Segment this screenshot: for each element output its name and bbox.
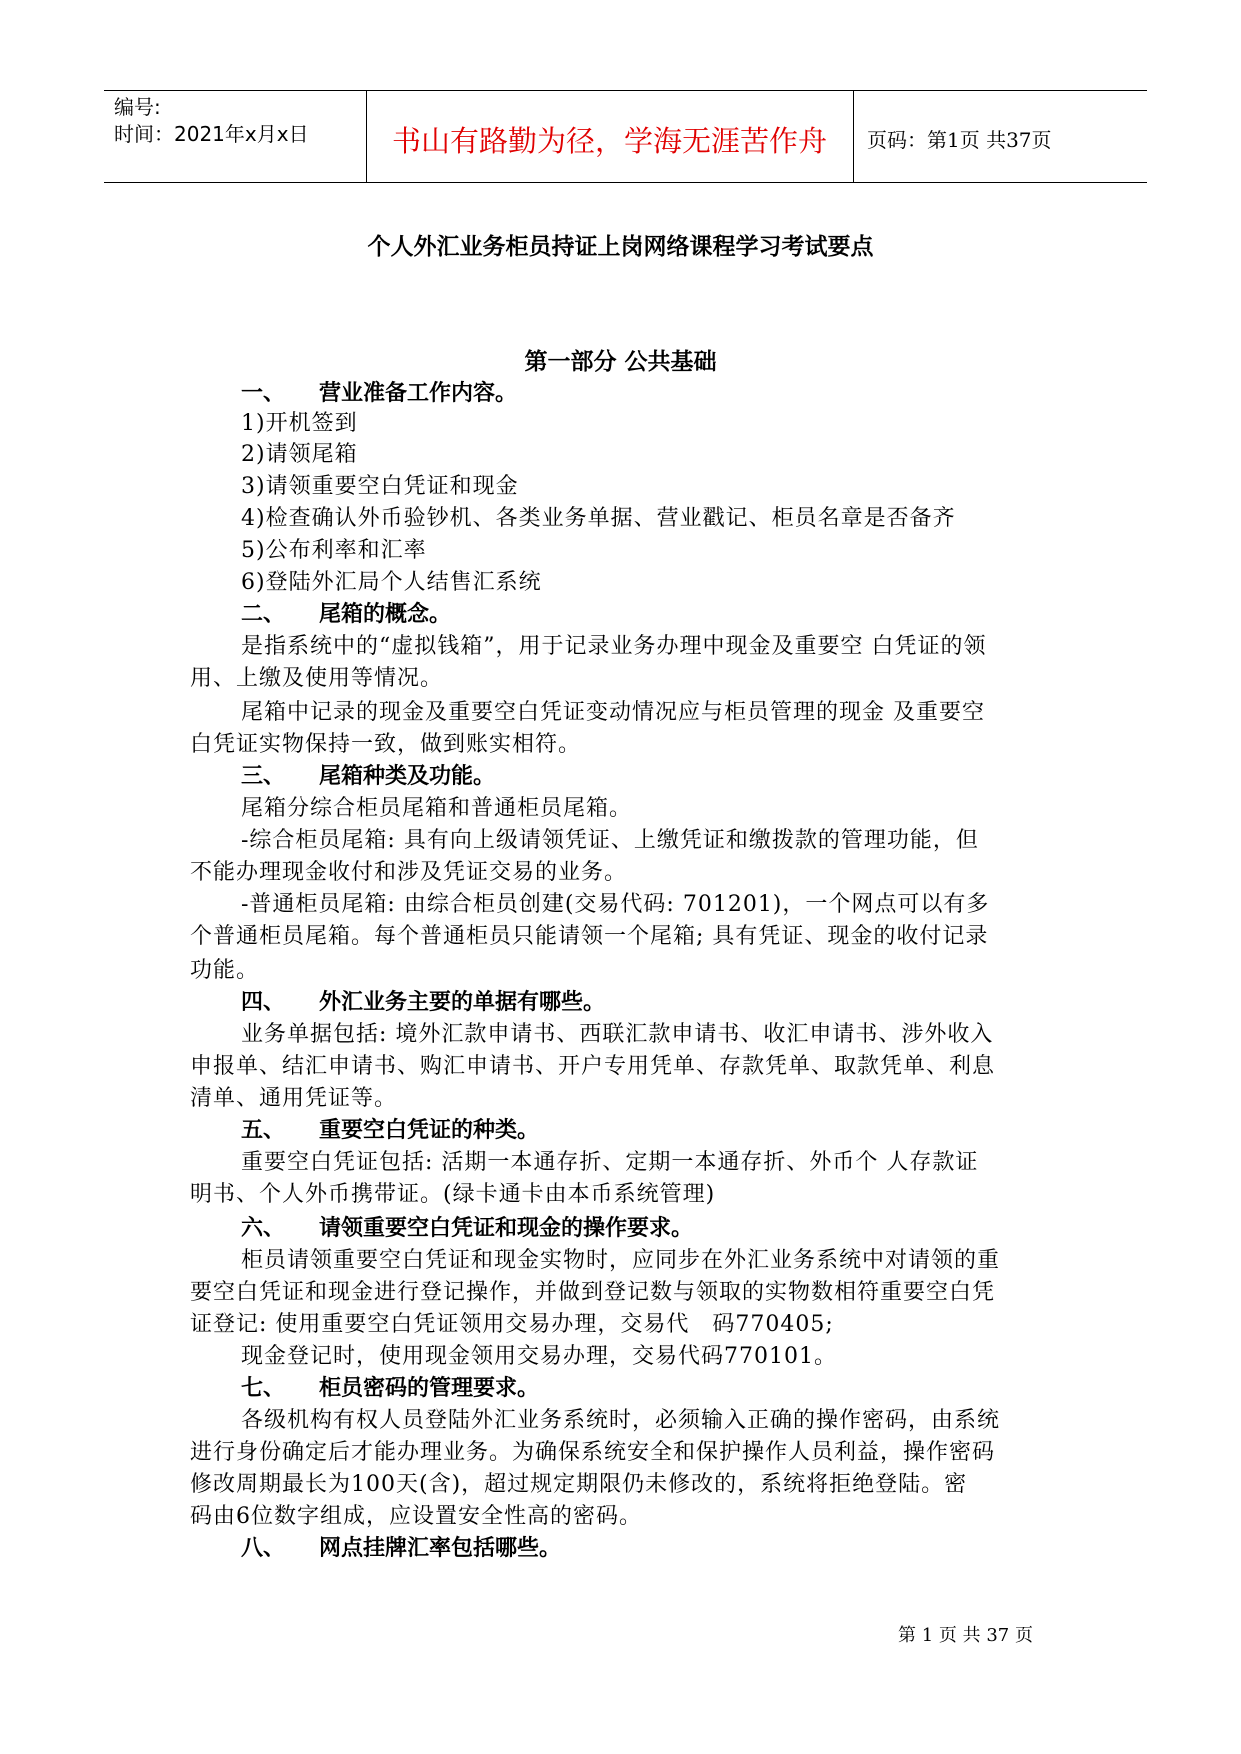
body-line: 2)请领尾箱 (241, 442, 358, 467)
body-line: -普通柜员尾箱: 由综合柜员创建(交易代码: 701201)，一个网点可以有多 (241, 892, 990, 917)
section-number: 三、 (241, 763, 286, 789)
page-footer: 第 1 页 共 37 页 (898, 1625, 1033, 1646)
body-line: 重要空白凭证包括: 活期一本通存折、定期一本通存折、外币个 人存款证 (241, 1150, 979, 1175)
body-line: 各级机构有权人员登陆外汇业务系统时，必须输入正确的操作密码，由系统 (241, 1408, 1001, 1433)
section-number: 八、 (241, 1535, 286, 1561)
body-line: 是指系统中的“虚拟钱箱”，用于记录业务办理中现金及重要空 白凭证的领 (241, 634, 987, 659)
section-title: 网点挂牌汇率包括哪些。 (319, 1535, 562, 1561)
section-number: 五、 (241, 1117, 286, 1143)
section-heading-7 (241, 1371, 539, 1402)
body-line: 个普通柜员尾箱。每个普通柜员只能请领一个尾箱; 具有凭证、现金的收付记录 (190, 924, 989, 949)
body-line: 证登记: 使用重要空白凭证领用交易办理，交易代 码770405; (190, 1312, 834, 1337)
header-middle-cell (366, 91, 854, 182)
body-line: 申报单、结汇申请书、购汇申请书、开户专用凭单、存款凭单、取款凭单、利息 (190, 1054, 996, 1079)
body-line: 进行身份确定后才能办理业务。为确保系统安全和保护操作人员利益，操作密码 (190, 1440, 996, 1465)
body-line: 5)公布利率和汇率 (241, 538, 427, 563)
part-title: 第一部分 公共基础 (524, 348, 717, 375)
body-line: 现金登记时，使用现金领用交易办理，交易代码770101。 (241, 1344, 837, 1369)
section-number: 一、 (241, 380, 286, 406)
section-heading-6 (241, 1211, 693, 1242)
header-motto: 书山有路勤为径，学海无涯苦作舟 (391, 124, 827, 158)
body-line: 码由6位数字组成，应设置安全性高的密码。 (190, 1504, 642, 1529)
section-heading-2 (241, 597, 451, 628)
header-left-cell (104, 91, 367, 182)
header-right-cell (853, 91, 1147, 182)
body-line: 清单、通用凭证等。 (190, 1086, 398, 1111)
body-line: 用、上缴及使用等情况。 (190, 666, 444, 691)
body-line: 4)检查确认外币验钞机、各类业务单据、营业戳记、柜员名章是否备齐 (241, 506, 956, 531)
body-line: 白凭证实物保持一致，做到账实相符。 (190, 732, 582, 757)
body-line: 不能办理现金收付和涉及凭证交易的业务。 (190, 860, 628, 885)
document-title: 个人外汇业务柜员持证上岗网络课程学习考试要点 (367, 233, 874, 260)
section-title: 请领重要空白凭证和现金的操作要求。 (319, 1215, 694, 1241)
body-line: 1)开机签到 (241, 411, 358, 436)
body-line: 业务单据包括: 境外汇款申请书、西联汇款申请书、收汇申请书、涉外收入 (241, 1022, 994, 1047)
section-title: 外汇业务主要的单据有哪些。 (319, 989, 606, 1015)
body-line: 柜员请领重要空白凭证和现金实物时，应同步在外汇业务系统中对请领的重 (241, 1248, 1001, 1273)
section-number: 四、 (241, 989, 286, 1015)
body-line: -综合柜员尾箱: 具有向上级请领凭证、上缴凭证和缴拨款的管理功能，但 (241, 828, 979, 853)
body-line: 尾箱分综合柜员尾箱和普通柜员尾箱。 (241, 796, 633, 821)
page-header (104, 90, 1147, 183)
body-line: 6)登陆外汇局个人结售汇系统 (241, 570, 542, 595)
section-heading-4 (241, 985, 605, 1016)
body-line: 修改周期最长为100天(含)，超过规定期限仍未修改的，系统将拒绝登陆。密 (190, 1472, 968, 1497)
body-line: 明书、个人外币携带证。(绿卡通卡由本币系统管理) (190, 1182, 716, 1207)
document-number-label: 编号: (114, 95, 161, 119)
section-heading-5 (241, 1113, 539, 1144)
section-heading-8 (241, 1531, 561, 1562)
section-title: 尾箱的概念。 (319, 601, 452, 627)
document-time-label: 时间：2021年x月x日 (114, 122, 309, 146)
section-number: 六、 (241, 1215, 286, 1241)
section-title: 营业准备工作内容。 (319, 380, 518, 406)
section-heading-3 (241, 759, 495, 790)
body-line: 功能。 (190, 958, 260, 983)
header-page-info: 页码：第1页 共37页 (867, 128, 1052, 152)
section-number: 七、 (241, 1375, 286, 1401)
body-line: 尾箱中记录的现金及重要空白凭证变动情况应与柜员管理的现金 及重要空 (241, 700, 985, 725)
section-number: 二、 (241, 601, 286, 627)
body-line: 要空白凭证和现金进行登记操作，并做到登记数与领取的实物数相符重要空白凭 (190, 1280, 996, 1305)
section-title: 柜员密码的管理要求。 (319, 1375, 540, 1401)
section-heading-1 (241, 376, 517, 407)
section-title: 尾箱种类及功能。 (319, 763, 496, 789)
body-line: 3)请领重要空白凭证和现金 (241, 474, 519, 499)
section-title: 重要空白凭证的种类。 (319, 1117, 540, 1143)
